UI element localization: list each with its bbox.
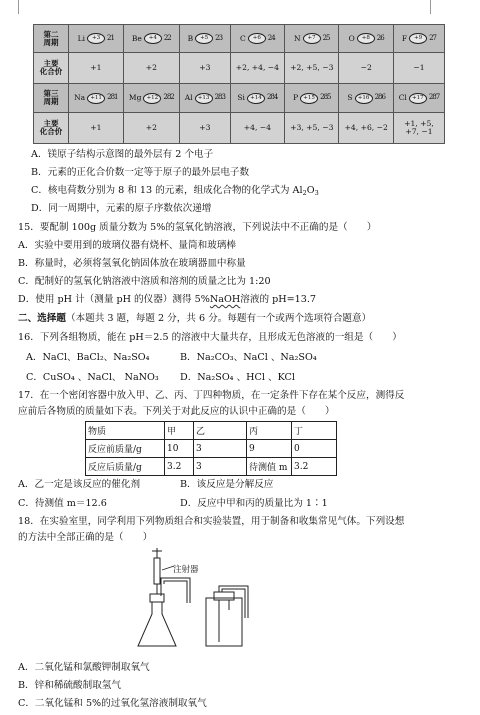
element-symbol: Mg xyxy=(128,93,142,103)
element-symbol: Na xyxy=(74,93,86,103)
nucleus-charge: +7 xyxy=(307,35,316,42)
table-header: 乙 xyxy=(194,422,247,440)
nucleus-icon xyxy=(409,93,427,104)
electron-shells: 283 xyxy=(214,93,225,102)
q18-option-a: A．二氧化锰和氯酸钾制取氧气 xyxy=(18,662,150,673)
q15-option-d xyxy=(18,293,316,306)
q17-option-d: D．反应中甲和丙的质量比为 1∶1 xyxy=(180,498,328,509)
section-2-header xyxy=(18,312,371,325)
valence-cell: +3 xyxy=(180,112,231,143)
q17-stem-line1: 17．在一个密闭容器中放入甲、乙、丙、丁四种物质，在一定条件下存在某个反应，测得反 xyxy=(18,390,405,401)
nucleus-charge: +17 xyxy=(412,94,424,101)
table-header: 甲 xyxy=(165,422,194,440)
valence-cell: −1 xyxy=(393,53,444,84)
crop-mark xyxy=(18,0,19,14)
atom-cell xyxy=(69,84,124,112)
q15-d-text-end: 溶液的 pH=13.7 xyxy=(240,294,317,305)
electron-shells: 287 xyxy=(428,93,440,102)
q15-option-b: B．称量时，必须将氢氧化钠固体放在玻璃器皿中称量 xyxy=(18,258,246,269)
valence-cell: +4, +6, −2 xyxy=(339,112,393,143)
electron-shells: 22 xyxy=(163,33,171,42)
q18-stem-line1: 18．在实验室里，同学利用下列物质组合和实验装置，用于制备和收集常见气体。下列设想 xyxy=(18,516,405,527)
electron-shells: 282 xyxy=(163,93,174,102)
nucleus-charge: +9 xyxy=(414,35,423,42)
table-header: 丙 xyxy=(247,422,292,440)
element-symbol: Al xyxy=(184,93,193,103)
valence-cell: +2 xyxy=(123,53,179,84)
q15-stem: 15．要配制 100g 质量分数为 5%的氢氧化钠溶液，下列说法中不正确的是（ ） xyxy=(18,222,377,233)
period-2-label: 第二 周期 xyxy=(34,25,69,53)
table-cell: 反应前质量/g xyxy=(86,440,165,458)
table-row xyxy=(86,440,337,458)
electron-shells: 23 xyxy=(215,33,223,42)
q14-option-a: A．镁原子结构示意图的最外层有 2 个电子 xyxy=(31,149,214,160)
period-3-label: 第三 周期 xyxy=(34,84,69,112)
electron-shells: 286 xyxy=(374,93,385,102)
atom-cell xyxy=(123,25,179,53)
element-symbol: P xyxy=(293,93,299,103)
nucleus-charge: +14 xyxy=(250,94,262,101)
table-cell: 反应后质量/g xyxy=(86,458,165,476)
nucleus-icon xyxy=(144,33,162,44)
nucleus-icon xyxy=(409,33,427,44)
atom-cell xyxy=(393,84,444,112)
q14-option-d: D．同一周期中，元素的原子序数依次递增 xyxy=(31,203,212,214)
nucleus-icon xyxy=(303,33,321,44)
crop-mark xyxy=(430,0,431,14)
table-header: 丁 xyxy=(292,422,337,440)
valence-cell: +3 xyxy=(180,53,231,84)
nucleus-charge: +12 xyxy=(146,94,159,101)
atom-cell xyxy=(180,84,231,112)
table-cell: 0 xyxy=(292,440,337,458)
nucleus-icon xyxy=(87,33,105,44)
nucleus-charge: +4 xyxy=(148,35,157,42)
nucleus-icon xyxy=(300,93,318,104)
nucleus-charge: +5 xyxy=(200,35,209,42)
element-symbol: Cl xyxy=(398,93,407,103)
table-row xyxy=(86,458,337,476)
nucleus-icon xyxy=(247,93,265,104)
valence-cell: −2 xyxy=(339,53,393,84)
q14-c-formula: O xyxy=(306,185,315,196)
row-valence-3 xyxy=(34,112,445,143)
atom-cell xyxy=(180,25,231,53)
nucleus-icon xyxy=(357,33,375,44)
electron-shells: 26 xyxy=(376,33,384,42)
collection-bottle-icon xyxy=(206,586,248,646)
element-symbol: N xyxy=(294,33,301,43)
element-symbol: B xyxy=(187,33,194,43)
valence-cell: +1 xyxy=(69,112,124,143)
valence-cell: +3, +5, −3 xyxy=(285,112,339,143)
conical-flask-icon xyxy=(138,578,190,646)
nucleus-charge: +16 xyxy=(357,94,370,101)
row-valence-2 xyxy=(34,53,445,84)
q16-option-c: C．CuSO₄ 、NaCl、 NaNO₃ xyxy=(26,372,159,383)
element-symbol: F xyxy=(401,33,408,43)
row-period-3 xyxy=(34,84,445,112)
nucleus-charge: +11 xyxy=(90,94,102,101)
q14-option-b: B．元素的正化合价数一定等于原子的最外层电子数 xyxy=(31,167,250,178)
q14-option-c xyxy=(31,184,319,197)
q17-option-b: B．该反应是分解反应 xyxy=(180,479,274,490)
valence-label: 主要 化合价 xyxy=(34,112,69,143)
q15-option-c: C．配制好的氢氧化钠溶液中溶质和溶剂的质量之比为 1:20 xyxy=(18,276,271,287)
atom-cell xyxy=(393,25,444,53)
table-header-row xyxy=(86,422,337,440)
nucleus-icon xyxy=(248,33,266,44)
valence-cell: +4, −4 xyxy=(230,112,284,143)
table-cell: 9 xyxy=(247,440,292,458)
q18-option-b: B．锌和稀硫酸制取氢气 xyxy=(18,680,121,691)
nucleus-charge: +13 xyxy=(197,94,210,101)
element-symbol: Si xyxy=(237,93,245,103)
atom-cell xyxy=(230,84,284,112)
q17-stem-line2: 应前后各物质的质量如下表。下列关于对此反应的认识中正确的是（ ） xyxy=(18,406,335,417)
atom-cell xyxy=(339,25,393,53)
electron-shells: 281 xyxy=(107,93,118,102)
valence-label: 主要 化合价 xyxy=(34,53,69,84)
q18-option-c: C．二氧化锰和 5%的过氧化氢溶液制取氧气 xyxy=(18,698,207,709)
valence-cell: +2, +5, −3 xyxy=(285,53,339,84)
valence-cell: +2, +4, −4 xyxy=(230,53,284,84)
q14-c-text: C．核电荷数分别为 8 和 13 的元素，组成化合物的化学式为 Al xyxy=(31,185,303,196)
nucleus-charge: +8 xyxy=(361,35,370,42)
table-cell: 3.2 xyxy=(165,458,194,476)
q16-option-d: D．Na₂SO₄ 、HCl 、KCl xyxy=(180,372,295,383)
mass-table xyxy=(85,421,337,476)
valence-cell: +2 xyxy=(123,112,179,143)
table-cell: 待测值 m xyxy=(247,458,292,476)
electron-shells: 284 xyxy=(266,93,278,102)
electron-shells: 27 xyxy=(429,33,437,42)
periodic-table-figure xyxy=(33,24,445,144)
table-header: 物质 xyxy=(86,422,165,440)
electron-shells: 24 xyxy=(267,33,275,42)
nucleus-icon xyxy=(143,93,161,104)
atom-cell xyxy=(230,25,284,53)
element-symbol: S xyxy=(347,93,353,103)
nucleus-charge: +6 xyxy=(252,35,261,42)
table-cell: 3 xyxy=(194,440,247,458)
element-symbol: C xyxy=(240,33,246,43)
nucleus-icon xyxy=(355,93,373,104)
valence-cell: +1 xyxy=(69,53,124,84)
table-cell: 3.2 xyxy=(292,458,337,476)
nucleus-charge: +3 xyxy=(91,35,101,42)
q15-d-naoh: NaOH xyxy=(209,294,241,305)
nucleus-charge: +15 xyxy=(303,94,315,101)
apparatus-diagram xyxy=(130,548,270,658)
section-title: 二、选择题 xyxy=(18,313,66,324)
atom-cell xyxy=(339,84,393,112)
nucleus-icon xyxy=(195,93,213,104)
electron-shells: 21 xyxy=(107,33,114,42)
q16-option-b: B．Na₂CO₃、NaCl 、Na₂SO₄ xyxy=(180,352,317,363)
subscript: 2 xyxy=(302,189,307,197)
valence-cell: +1, +5, +7, −1 xyxy=(393,112,444,143)
q15-d-text: D．使用 pH 计（测量 pH 的仪器）测得 5% xyxy=(18,294,210,305)
table-cell: 10 xyxy=(165,440,194,458)
electron-shells: 285 xyxy=(320,93,331,102)
section-desc: （本题共 3 题，每题 2 分，共 6 分。每题有一个或两个选项符合题意） xyxy=(65,313,372,324)
atom-cell xyxy=(123,84,179,112)
element-symbol: Be xyxy=(131,33,142,43)
nucleus-icon xyxy=(195,33,213,44)
q16-option-a: A．NaCl、BaCl₂、Na₂SO₄ xyxy=(26,352,150,363)
q17-option-c: C．待测值 m＝12.6 xyxy=(18,498,107,509)
q16-stem: 16．下列各组物质，能在 pH＝2.5 的溶液中大量共存，且形成无色溶液的一组是（ ） xyxy=(18,332,402,343)
atom-cell xyxy=(285,84,339,112)
element-symbol: O xyxy=(348,33,355,43)
table-cell: 3 xyxy=(194,458,247,476)
q17-option-a: A．乙一定是该反应的催化剂 xyxy=(18,479,141,490)
row-period-2 xyxy=(34,25,445,53)
element-symbol: Li xyxy=(77,33,86,43)
nucleus-icon xyxy=(87,93,105,104)
atom-cell xyxy=(69,25,124,53)
q18-stem-line2: 的方法中全部正确的是（ ） xyxy=(18,532,153,543)
syringe-label: 注射器 xyxy=(173,565,199,575)
atom-cell xyxy=(285,25,339,53)
subscript: 3 xyxy=(314,189,319,197)
electron-shells: 25 xyxy=(322,33,330,42)
q15-option-a: A．实验中要用到的玻璃仪器有烧杯、量筒和玻璃棒 xyxy=(18,240,236,251)
